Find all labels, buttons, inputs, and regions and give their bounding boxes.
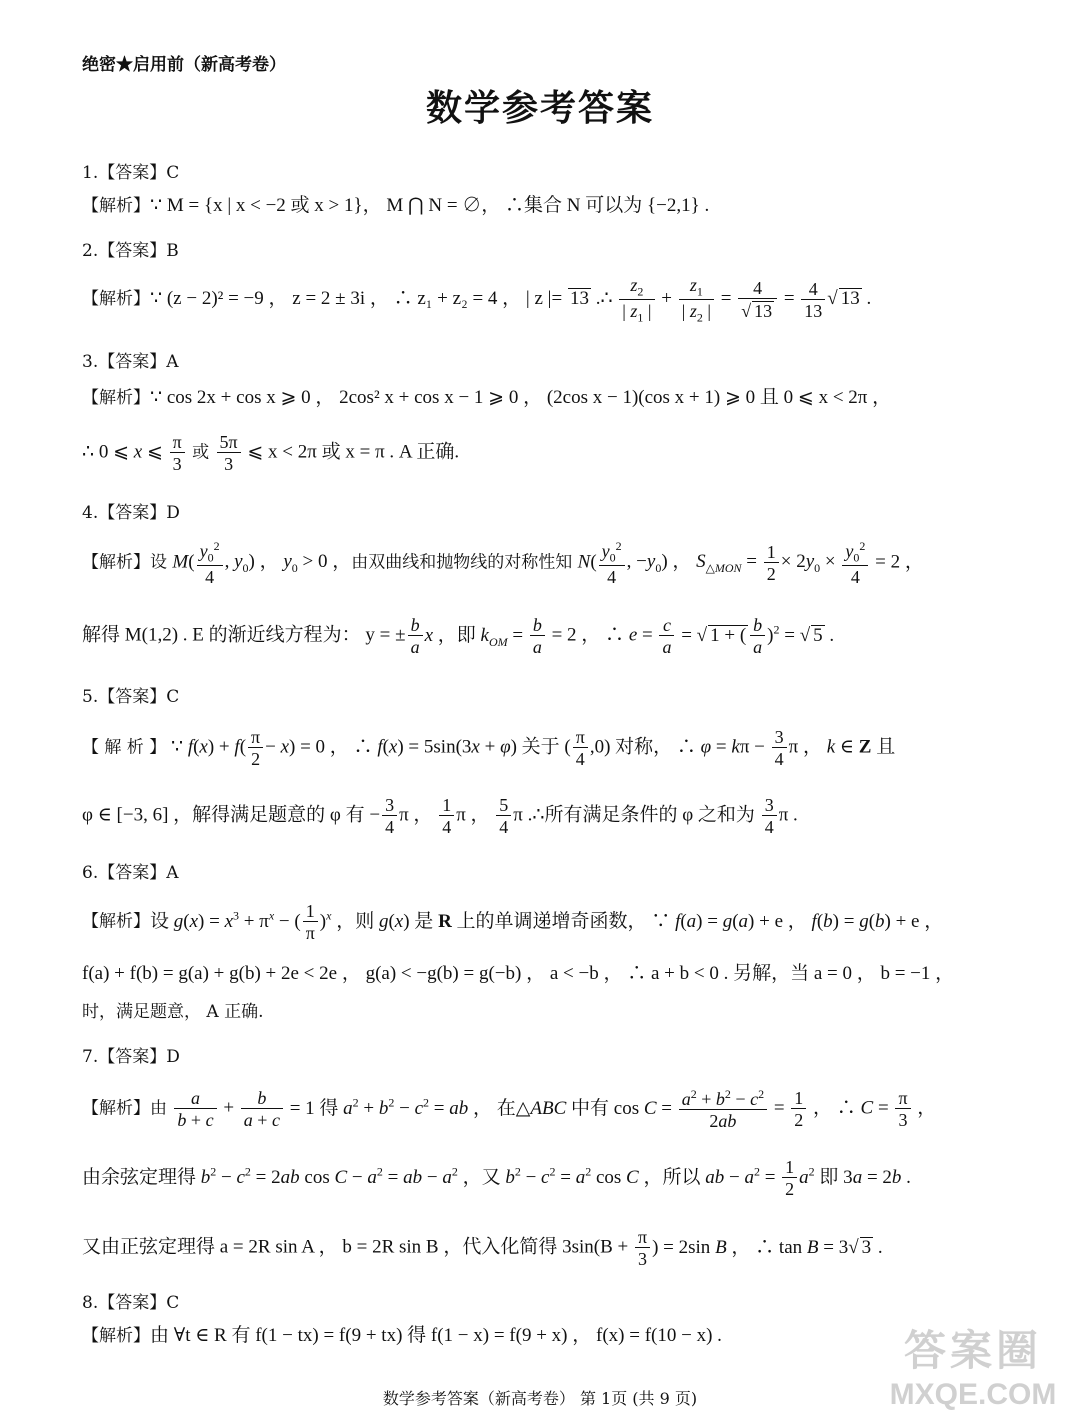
q3-analysis-line2: ∴ 0 ⩽ x ⩽ $\frac{\pi}{3}$ 或 $\frac{5\pi}{3}$ ⩽ x < 2π 或 x = π . A 正确. — [82, 432, 460, 474]
q1-analysis-text: ∵ M = {x | x < −2 或 x > 1}， M ⋂ N = ∅， ∴集合 N 可以为 {−2,1} . — [150, 195, 710, 216]
q6-analysis-line1: 【解析】设 $g(x) = x^3 + \pi^x$ − ( $\frac{1}{\pi}$ )$^x$ ，则 g(x) 是 R 上的单调递增奇函数， ∵ f(a) = g(a) + e ， f(b) = g(b) + e ， — [82, 901, 944, 943]
analysis-label: 【解析】 — [82, 289, 150, 310]
analysis-label: 【解析】 — [82, 388, 150, 408]
q8-analysis: 【解析】由 ∀t ∈ R 有 f(1 − tx) = f(9 + tx) 得 f(1 − x) = f(9 + x) ， f(x) = f(10 − x) . — [82, 1325, 722, 1346]
q6-analysis-line2: f(a) + f(b) = g(a) + g(b) + 2e < 2e ， g(a) < −g(b) = g(−b) ， a < −b ， ∴ a + b < 0 . 另解，当 a = 0 ， b = −1 ， — [82, 963, 955, 984]
q4-analysis-line1: 【解析】设 M( $\frac{y_0^2}{4}$ , $y_0$) ， $y_0 > 0$ ，由双曲线和抛物线的对称性知 N( $\frac{y_0^2}{4}$ , $-y_0$) ， $S_{\triangle MON}$ = $\frac{1}{2}$ × $2y_0$ × $\frac{y_0^2}{4}$ = 2 ， — [82, 539, 924, 587]
q6-analysis-line3: 时，满足题意， A 正确. — [82, 1002, 264, 1022]
q1-analysis — [82, 196, 1002, 215]
analysis-label: 【解析】 — [82, 552, 150, 573]
q7-answer: 7.【答案】D — [82, 1047, 180, 1067]
q2-analysis: 【解析】∵ (z − 2)² = −9 ， z = 2 ± 3i ， ∴ z₁ + z₂ = 4 ， | z |= 13 .∴ $\frac{z_2}{| z_1 |}$ + $\frac{z_1}{| z_2 |}$ = $\frac{4}{√ 13}$ = $\frac{4}{13}$ √ 13 . — [82, 275, 872, 325]
q7-analysis-line3: 又由正弦定理得 a = 2R sin A ， b = 2R sin B ，代入化简得 3sin(B + $\frac{\pi}{3}$ ) = 2sin B ， ∴ tan B = 3√ 3 . — [82, 1227, 883, 1269]
analysis-label: 【解析】 — [82, 196, 150, 216]
confidential-tag: 绝密★启用前（新高考卷） — [82, 55, 286, 75]
q7-analysis-line1: 【解析】由 $\frac{a}{b + c}$ + $\frac{b}{a + c}$ = 1 得 $a^2 + b^2 - c^2$ = ab ， 在△ABC 中有 cos C = $\frac{a^2 + b^2 - c^2}{2ab}$ = $\frac{1}{2}$ ， ∴ C = $\frac{\pi}{3}$ ， — [82, 1087, 937, 1131]
q3-answer: 3.【答案】A — [82, 352, 179, 372]
q6-answer: 6.【答案】A — [82, 863, 179, 883]
q4-answer: 4.【答案】D — [82, 503, 180, 523]
watermark-logo: 答案圈 MXQE.COM — [889, 1326, 1057, 1411]
q8-answer: 8.【答案】C — [82, 1293, 180, 1313]
q5-analysis-line2: φ ∈ [−3, 6] ，解得满足题意的 φ 有 − $\frac{3}{4}$ π ， $\frac{1}{4}$ π ， $\frac{5}{4}$ π .∴所有满足条件的 φ 之和为 $\frac{3}{4}$ π . — [82, 795, 798, 837]
page-footer: 数学参考答案（新高考卷） 第 1页 (共 9 页) — [382, 1389, 698, 1408]
q4-analysis-line2: 解得 M(1,2) . E 的渐近线方程为： y = ± $\frac{b}{a}$ x ，即 $k_{OM}$ = $\frac{b}{a}$ = 2 ， ∴ e = $\frac{c}{a}$ = √ 1 + ( $\frac{b}{a}$ )$^2$ = √ 5 . — [82, 615, 835, 657]
analysis-label: 【解析】 — [82, 911, 150, 932]
q5-answer: 5.【答案】C — [82, 687, 180, 707]
page-title: 数学参考答案 — [425, 87, 654, 129]
analysis-label: 【 解 析 】 — [82, 737, 167, 758]
q5-analysis-line1: 【 解 析 】 ∵ f(x) + f( $\frac{\pi}{2}$ − x) = 0 ， ∴ f(x) = 5sin(3x + φ) 关于 ( $\frac{\pi}{4}$ ,0) 对称， ∴ φ = kπ − $\frac{3}{4}$ π ， k ∈ Z 且 — [82, 727, 896, 769]
q7-analysis-line2: 由余弦定理得 $b^2 - c^2 = 2ab$ $\cos C - a^2$ = ab − $a^2$ ，又 $b^2 - c^2 = a^2$ cos C ，所以 ab − $a^2$ = $\frac{1}{2}$ $a^2$ 即 3a = 2b . — [82, 1157, 911, 1199]
q2-answer: 2.【答案】B — [82, 241, 179, 261]
analysis-label: 【解析】 — [82, 1098, 150, 1119]
q1-answer: 1.【答案】C — [82, 163, 180, 183]
analysis-label: 【解析】 — [82, 1326, 150, 1346]
q3-analysis-line1: 【解析】∵ cos 2x + cos x ⩾ 0 ， 2cos² x + cos x − 1 ⩾ 0 ， (2cos x − 1)(cos x + 1) ⩾ 0 且 0 ⩽ x < 2π ， — [82, 387, 892, 408]
